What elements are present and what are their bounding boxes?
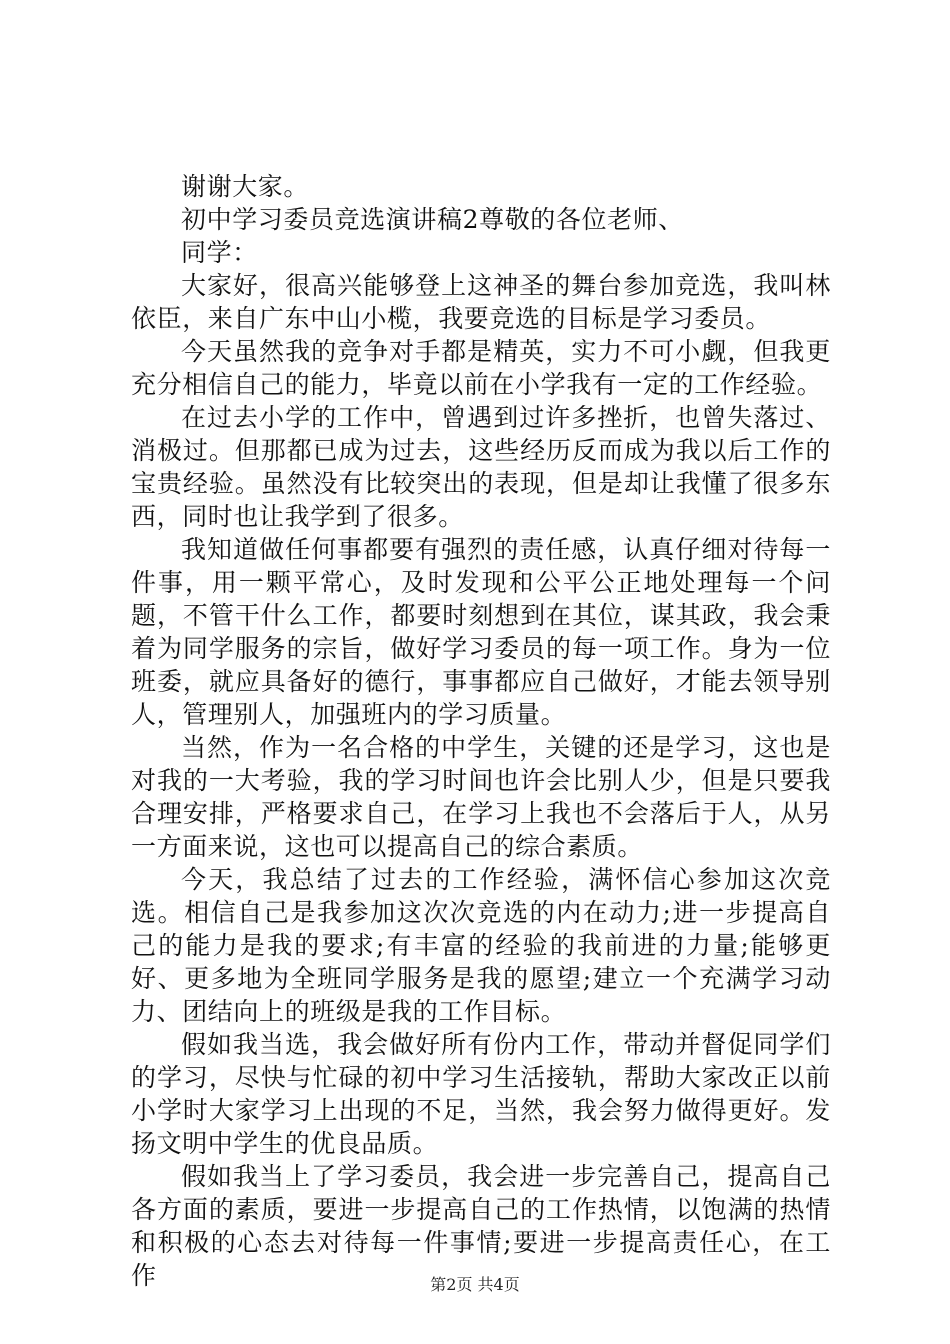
paragraph: 假如我当选，我会做好所有份内工作，带动并督促同学们的学习，尽快与忙碌的初中学习生活接轨，帮助大家改正以前小学时大家学习上出现的不足，当然，我会努力做得更好。发扬文明中学生的优良品质。 [131, 1030, 831, 1158]
page-number-footer: 第2页 共4页 [430, 1275, 520, 1294]
paragraph: 大家好，很高兴能够登上这神圣的舞台参加竞选，我叫林依臣，来自广东中山小榄，我要竞选的目标是学习委员。 [131, 271, 831, 333]
paragraph: 同学： [181, 238, 258, 267]
paragraph: 谢谢大家。 [181, 172, 310, 201]
paragraph: 今天，我总结了过去的工作经验，满怀信心参加这次竞选。相信自己是我参加这次次竞选的内在动力;进一步提高自己的能力是我的要求;有丰富的经验的我前进的力量;能够更好、更多地为全班同学服务是我的愿望;建立一个充满学习动力、团结向上的班级是我的工作目标。 [131, 865, 831, 1026]
paragraph: 当然，作为一名合格的中学生，关键的还是学习，这也是对我的一大考验，我的学习时间也许会比别人少，但是只要我合理安排，严格要求自己，在学习上我也不会落后于人，从另一方面来说，这也可以提高自己的综合素质。 [131, 733, 831, 861]
paragraph: 在过去小学的工作中，曾遇到过许多挫折，也曾失落过、消极过。但那都已成为过去，这些经历反而成为我以后工作的宝贵经验。虽然没有比较突出的表现，但是却让我懂了很多东西，同时也让我学到了很多。 [131, 403, 831, 531]
paragraph: 假如我当上了学习委员，我会进一步完善自己，提高自己各方面的素质，要进一步提高自己的工作热情，以饱满的热情和积极的心态去对待每一件事情;要进一步提高责任心，在工作 [131, 1162, 831, 1290]
document-body [131, 170, 831, 1292]
paragraph: 初中学习委员竞选演讲稿2尊敬的各位老师、 [181, 205, 684, 234]
paragraph: 今天虽然我的竞争对手都是精英，实力不可小觑，但我更充分相信自己的能力，毕竟以前在小学我有一定的工作经验。 [131, 337, 831, 399]
paragraph: 我知道做任何事都要有强烈的责任感，认真仔细对待每一件事，用一颗平常心，及时发现和公平公正地处理每一个问题，不管干什么工作，都要时刻想到在其位，谋其政，我会秉着为同学服务的宗旨，做好学习委员的每一项工作。身为一位班委，就应具备好的德行，事事都应自己做好，才能去领导别人，管理别人，加强班内的学习质量。 [131, 535, 831, 729]
